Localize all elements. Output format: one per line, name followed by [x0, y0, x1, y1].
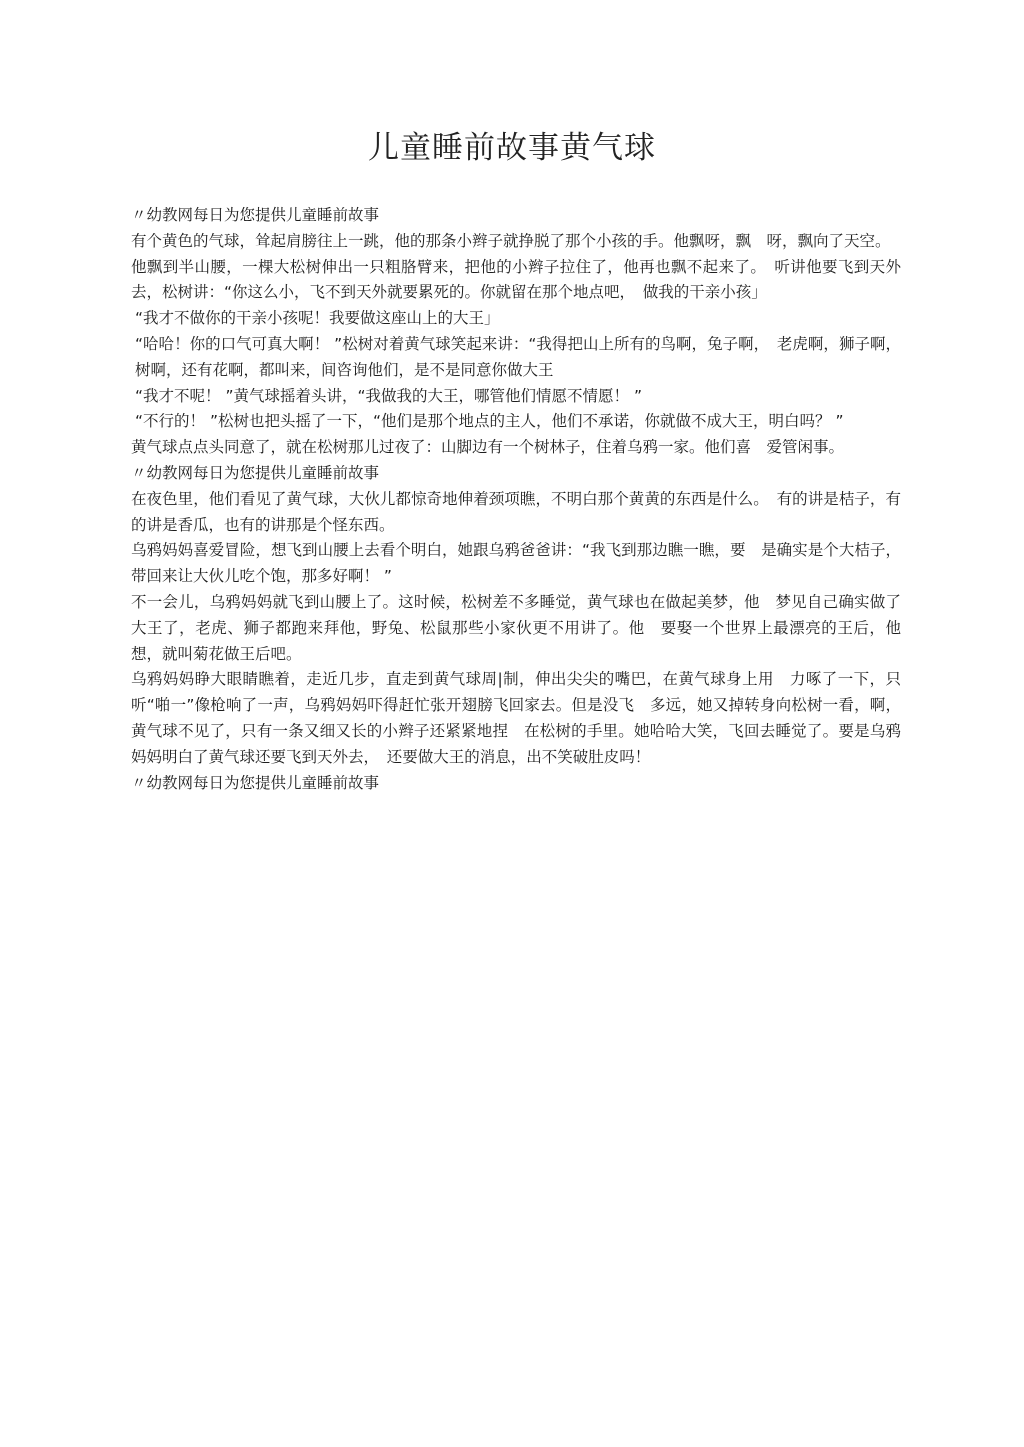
- source-note: 〃幼教网每日为您提供儿童睡前故事: [131, 206, 380, 224]
- story-paragraph: 乌鸦妈妈睁大眼睛瞧着，走近几步，直走到黄气球周|制，伸出尖尖的嘴巴，在黄气球身上用 力啄了一下，只听“啪一”像枪响了一声，乌鸦妈妈吓得赶忙张开翅膀飞回家去。但是没飞 多远，她又掉转身向松树一看，啊，黄气球不见了，只有一条又细又长的小辫子还紧紧地捏 在松树的手里。她哈哈大笑，飞回去睡觉了。要是乌鸦妈妈明白了黄气球还要飞到天外去， 还要做大王的消息，出不笑破肚皮吗！: [131, 670, 901, 766]
- story-paragraph: 黄气球点点头同意了，就在松树那儿过夜了：山脚边有一个树林子，住着乌鸦一家。他们喜 爱管闲事。: [131, 438, 845, 457]
- document-title: 儿童睡前故事黄气球: [368, 130, 656, 166]
- story-paragraph: 在夜色里，他们看见了黄气球，大伙儿都惊奇地伸着颈项瞧，不明白那个黄黄的东西是什么。 有的讲是桔子，有的讲是香瓜，也有的讲那是个怪东西。: [131, 489, 901, 534]
- story-paragraph: “哈哈！你的口气可真大啊！ ”松树对着黄气球笑起来讲：“我得把山上所有的鸟啊，兔子啊， 老虎啊，狮子啊，树啊，还有花啊，都叫来，间咨询他们，是不是同意你做大王: [135, 334, 901, 379]
- source-note: 〃幼教网每日为您提供儿童睡前故事: [131, 773, 380, 792]
- story-paragraph: “不行的！ ”松树也把头摇了一下，“他们是那个地点的主人，他们不承诺，你就做不成大王，明白吗？ ”: [135, 412, 844, 431]
- story-paragraph: 不一会儿，乌鸦妈妈就飞到山腰上了。这时候，松树差不多睡觉，黄气球也在做起美梦，他 梦见自己确实做了大王了，老虎、狮子都跑来拜他，野兔、松鼠那些小家伙更不用讲了。他 要娶一个世界上最漂亮的王后，他想，就叫菊花做王后吧。: [131, 592, 901, 663]
- story-paragraph: “我才不做你的干亲小孩呢！我要做这座山上的大王」: [135, 309, 500, 328]
- source-note: 〃幼教网每日为您提供儿童睡前故事: [131, 463, 380, 482]
- story-paragraph: 乌鸦妈妈喜爱冒险，想飞到山腰上去看个明白，她跟乌鸦爸爸讲：“我飞到那边瞧一瞧，要 是确实是个大桔子，带回来让大伙儿吃个饱，那多好啊！ ”: [131, 541, 901, 586]
- story-paragraph: 有个黄色的气球，耸起肩膀往上一跳，他的那条小辫子就挣脱了那个小孩的手。他飘呀，飘 呀，飘向了天空。: [131, 231, 891, 250]
- story-paragraph: “我才不呢！ ”黄气球摇着头讲，“我做我的大王，哪管他们情愿不情愿！ ”: [135, 386, 642, 405]
- story-paragraph: 他飘到半山腰，一棵大松树伸出一只粗胳臂来，把他的小辫子拉住了，他再也飘不起来了。 听讲他要飞到天外去，松树讲：“你这么小，飞不到天外就要累死的。你就留在那个地点吧， 做我的干亲小孩」: [131, 257, 901, 302]
- story-body: [131, 203, 901, 796]
